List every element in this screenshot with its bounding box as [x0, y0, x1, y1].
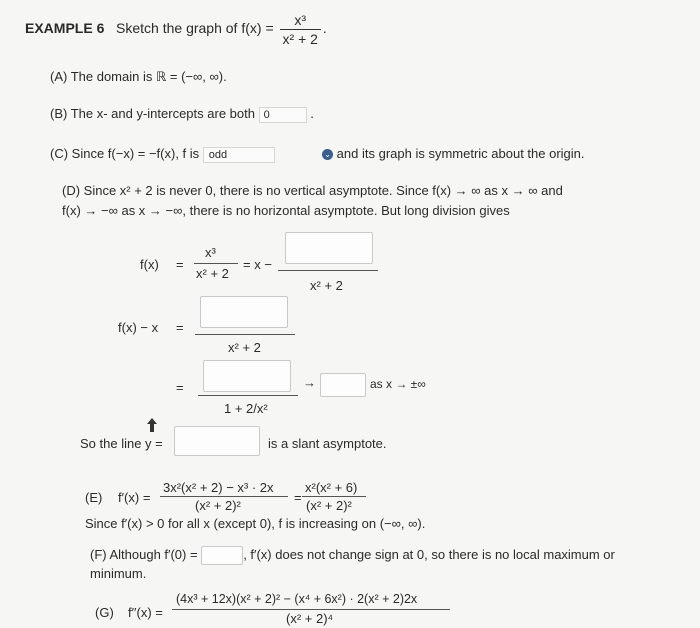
slant-post: is a slant asymptote.	[268, 436, 387, 451]
part-e-num2: x²(x² + 6)	[305, 480, 358, 495]
arrow-cursor-icon	[147, 418, 157, 432]
eq1-eq: =	[176, 257, 184, 272]
part-g-label: (G)	[95, 605, 114, 620]
part-b-end: .	[310, 106, 314, 121]
part-b-text: (B) The x- and y-intercepts are both	[50, 106, 255, 121]
title-fx: f(x) =	[241, 20, 274, 37]
eq3-frac-line	[198, 395, 298, 396]
eq1-num: x³	[205, 245, 216, 260]
part-g-lhs: f′′(x) =	[128, 605, 163, 620]
dropdown-chevron-icon[interactable]: ⌄	[322, 149, 333, 160]
slant-asymptote-input[interactable]	[174, 426, 260, 456]
part-e-den2: (x² + 2)²	[306, 498, 352, 513]
eq3-den: 1 + 2/x²	[224, 401, 268, 416]
eq1-mid: = x −	[243, 257, 272, 272]
part-g-den: (x² + 2)⁴	[286, 611, 334, 626]
part-e-eq: =	[294, 490, 302, 505]
intercept-answer-field[interactable]: 0	[259, 107, 307, 123]
part-c-pre: (C) Since f(−x) = −f(x), f is	[50, 146, 200, 161]
part-f	[90, 546, 615, 565]
example-heading	[25, 12, 327, 47]
part-f-pre: (F) Although f′(0) =	[90, 546, 198, 562]
title-num: x³	[294, 12, 307, 28]
symmetry-selected: odd	[208, 149, 228, 161]
part-a: (A) The domain is ℝ = (−∞, ∞).	[50, 69, 227, 84]
part-e-den1: (x² + 2)²	[195, 498, 241, 513]
part-d-line1: (D) Since x² + 2 is never 0, there is no vertical asymptote. Since f(x) → ∞ as x → ∞ and	[62, 183, 563, 198]
part-g-num: (4x³ + 12x)(x² + 2)² − (x⁴ + 6x²) · 2(x² + 2)2x	[176, 592, 418, 606]
title-den: x² + 2	[280, 29, 321, 47]
part-e-since: Since f′(x) > 0 for all x (except 0), f is increasing on (−∞, ∞).	[85, 516, 426, 531]
part-b	[50, 106, 314, 123]
slant-y: y =	[145, 436, 163, 451]
part-e-frac-line2	[302, 496, 366, 497]
part-e-frac-line1	[160, 496, 288, 497]
eq1-remainder-input[interactable]	[285, 232, 373, 264]
symmetry-dropdown[interactable]	[203, 147, 275, 163]
eq3-eq: =	[176, 380, 184, 395]
eq3-numerator-input[interactable]	[203, 360, 291, 392]
part-c	[50, 146, 585, 163]
part-c-post: and its graph is symmetric about the origin.	[336, 146, 585, 161]
eq2-eq: =	[176, 320, 184, 335]
eq2-den: x² + 2	[228, 340, 261, 355]
part-f-post: , f′(x) does not change sign at 0, so there is no local maximum or	[243, 546, 615, 562]
title-end: .	[322, 20, 327, 37]
example-label: EXAMPLE 6	[25, 20, 105, 37]
slant-pre: So the line	[80, 436, 142, 451]
eq1-den2: x² + 2	[310, 278, 343, 293]
eq1-lhs: f(x)	[140, 257, 159, 272]
part-e-num1: 3x²(x² + 2) − x³ · 2x	[163, 480, 274, 495]
eq1-frac-line	[194, 263, 238, 264]
fprime-zero-input[interactable]	[201, 546, 243, 565]
eq2-numerator-input[interactable]	[200, 296, 288, 328]
limit-arrow: →	[303, 375, 316, 390]
part-d-line2: f(x) → −∞ as x → −∞, there is no horizontal asymptote. But long division gives	[62, 203, 510, 218]
part-f-line2: minimum.	[90, 566, 147, 581]
title-fraction	[280, 12, 321, 47]
example-text: Sketch the graph of	[116, 20, 238, 37]
eq3-as: as x → ±∞	[370, 377, 426, 391]
eq2-frac-line	[195, 334, 295, 335]
eq1-frac-line2	[278, 270, 378, 271]
limit-answer-input[interactable]	[320, 373, 366, 397]
eq2-lhs: f(x) − x	[118, 320, 159, 335]
part-e-label: (E)	[85, 490, 103, 505]
part-e-lhs: f′(x) =	[118, 490, 151, 505]
eq1-den: x² + 2	[196, 266, 229, 281]
part-g-frac-line	[172, 609, 450, 610]
